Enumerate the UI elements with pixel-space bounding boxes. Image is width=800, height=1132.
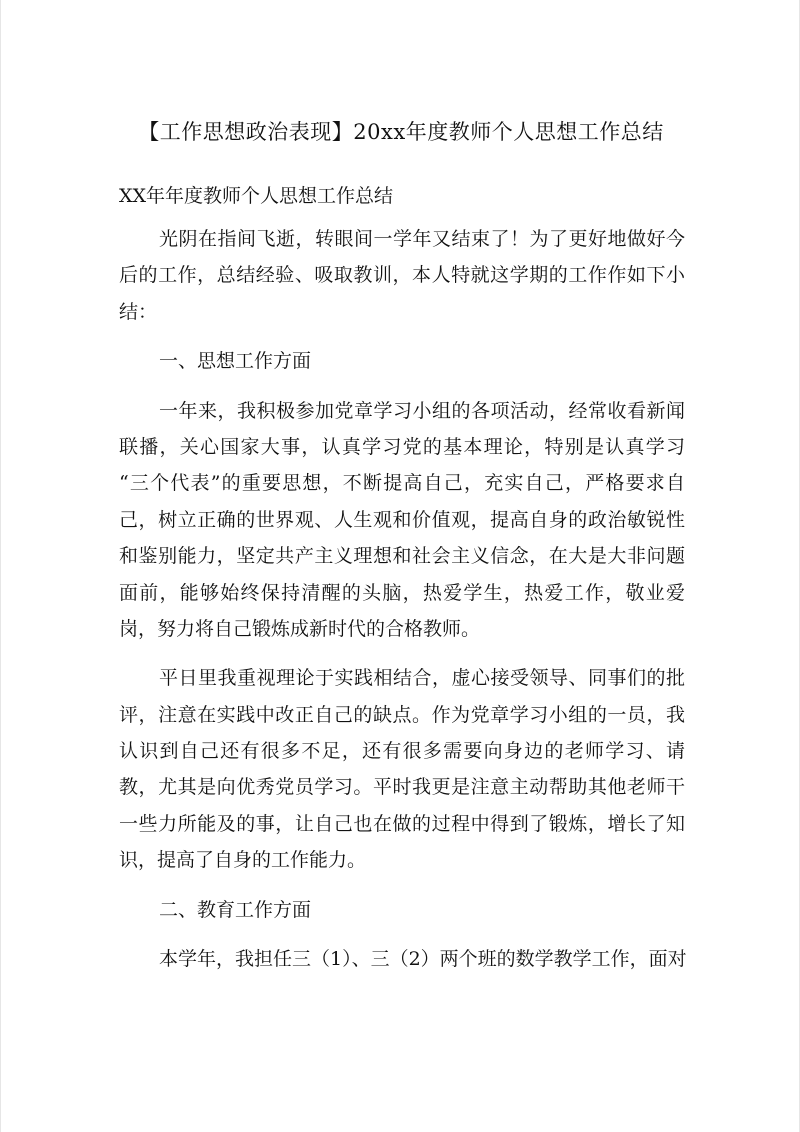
text-line: 教，尤其是向优秀党员学习。平时我更是注意主动帮助其他老师干 [119,776,685,799]
paragraph-gap [119,330,685,343]
section-heading [119,892,685,928]
text-line: 面前，能够始终保持清醒的头脑，热爱学生，热爱工作，敬业爱 [119,581,685,604]
text-line: 己，树立正确的世界观、人生观和价值观，提高自身的政治敏锐性 [119,508,685,531]
text-line: 结： [119,300,158,323]
document-title: 【工作思想政治表现】20xx年度教师个人思想工作总结 [138,120,664,144]
section-heading [119,343,685,379]
text-line: 平日里我重视理论于实践相结合，虚心接受领导、同事们的批 [159,667,685,690]
text-line: 一些力所能及的事，让自己也在做的过程中得到了锻炼，增长了知 [119,812,685,835]
text-line: “三个代表”的重要思想，不断提高自己，充实自己，严格要求自 [119,472,685,495]
document-subtitle: XX年年度教师个人思想工作总结 [119,185,394,207]
text-line: 后的工作，总结经验、吸取教训，本人特就这学期的工作作如下小 [119,264,685,287]
text-line: 一年来，我积极参加党章学习小组的各项活动，经常收看新闻 [159,399,685,422]
paragraph-gap [119,647,685,660]
text-line: 光阴在指间飞逝，转眼间一学年又结束了！为了更好地做好今 [159,228,685,250]
paragraph [119,393,685,648]
text-line: 本学年，我担任三（1）、三（2）两个班的数学教学工作，面对 [159,948,687,971]
paragraph [119,660,685,878]
paragraph-gap [119,928,685,941]
text-line: 认识到自己还有很多不足，还有很多需要向身边的老师学习、请 [119,740,685,763]
paragraph-gap [119,879,685,892]
paragraph [119,941,685,977]
text-line: 二、教育工作方面 [159,898,312,921]
text-line: 岗，努力将自己锻炼成新时代的合格教师。 [119,617,481,640]
text-line: 识，提高了自身的工作能力。 [119,849,367,872]
text-line: 一、思想工作方面 [159,350,312,373]
document-body [119,221,685,977]
paragraph [119,221,685,330]
text-line: 和鉴别能力，坚定共产主义理想和社会主义信念，在大是大非问题 [119,545,685,568]
text-line: 评，注意在实践中改正自己的缺点。作为党章学习小组的一员，我 [119,703,685,726]
paragraph-gap [119,380,685,393]
text-line: 联播，关心国家大事，认真学习党的基本理论，特别是认真学习 [119,435,685,458]
